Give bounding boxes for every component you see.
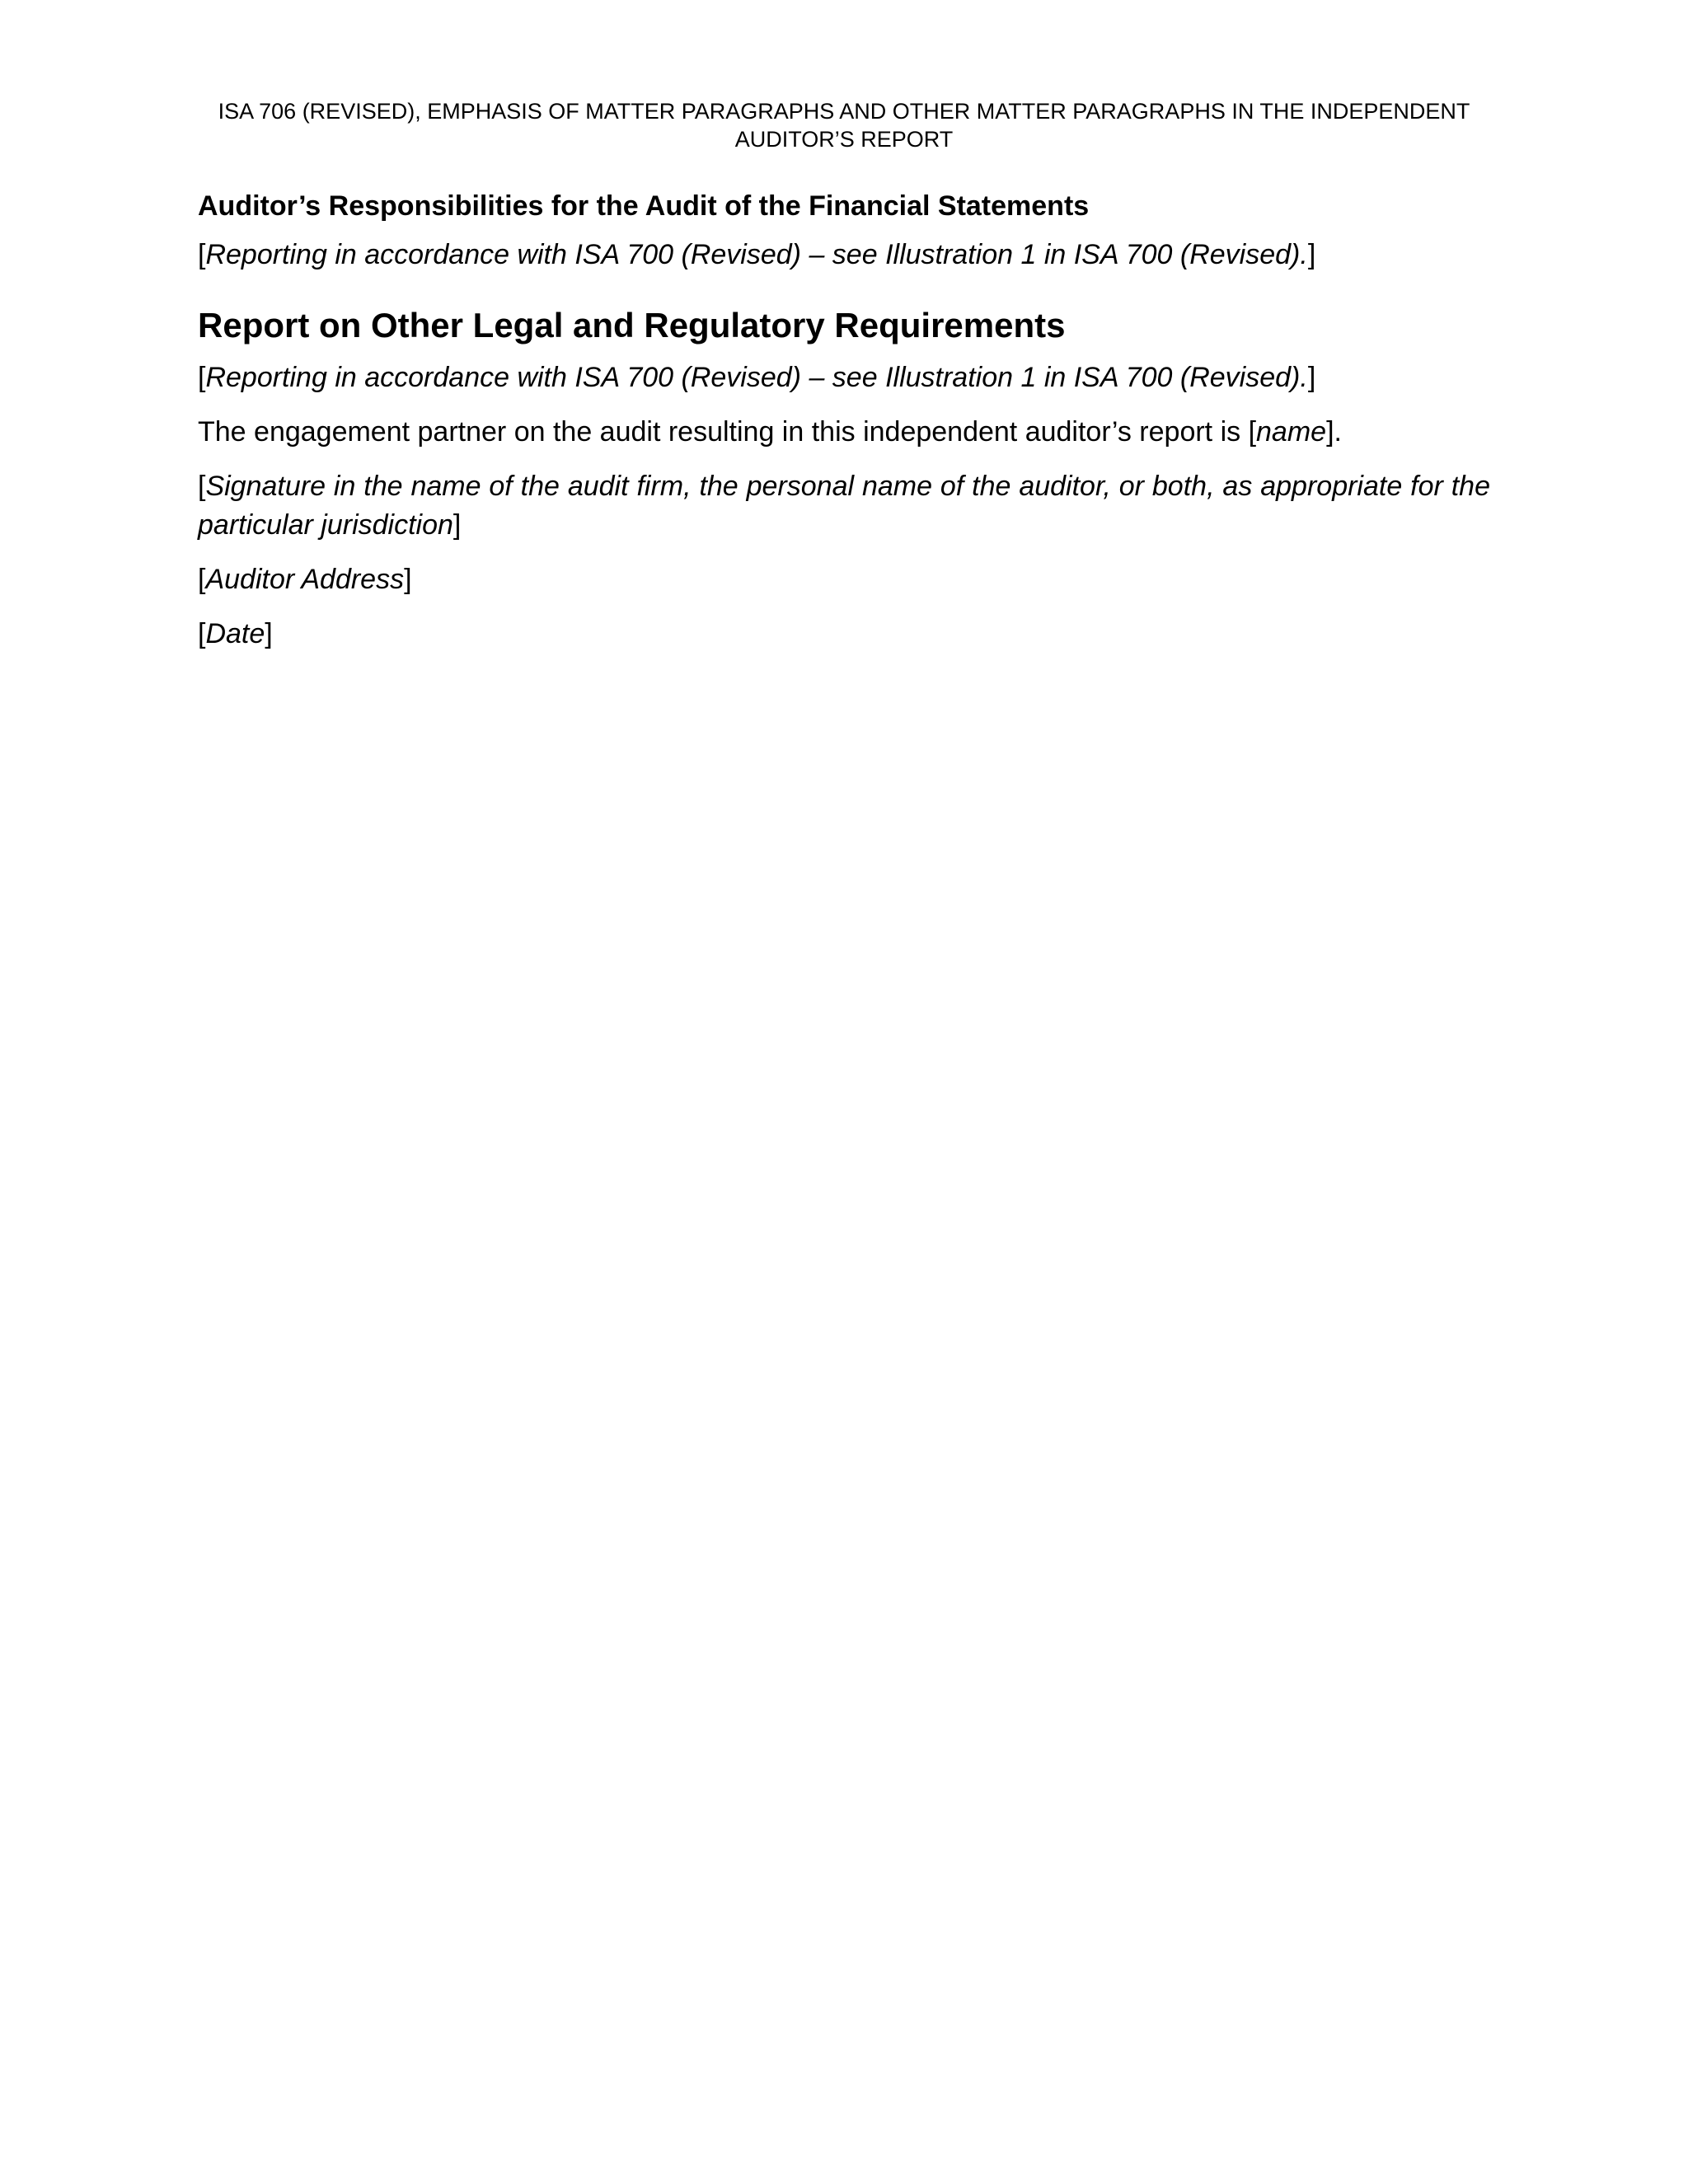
bracket-open: [ — [198, 362, 206, 393]
running-header — [198, 97, 1490, 153]
bracket-open: [ — [198, 471, 206, 502]
engagement-partner-name-placeholder: name — [1256, 416, 1327, 448]
engagement-partner-paragraph — [198, 413, 1490, 452]
signature-placeholder: Signature in the name of the audit firm, the personal name of the auditor, or both, as appropriate for the particular jurisdiction — [198, 471, 1490, 541]
document-body — [198, 188, 1490, 669]
auditor-responsibilities-paragraph — [198, 236, 1490, 274]
other-legal-requirements-heading: Report on Other Legal and Regulatory Requirements — [198, 306, 1066, 344]
bracket-open: [ — [198, 564, 206, 595]
date-paragraph — [198, 615, 1490, 654]
bracket-open: [ — [198, 618, 206, 649]
bracket-open: [ — [198, 239, 206, 270]
other-legal-requirements-paragraph — [198, 359, 1490, 397]
auditor-address-placeholder: Auditor Address — [205, 564, 405, 595]
running-header-line-2: AUDITOR’S REPORT — [734, 127, 954, 152]
auditor-responsibilities-heading: Auditor’s Responsibilities for the Audit of the Financial Statements — [198, 190, 1090, 222]
bracket-close: ] — [452, 509, 462, 541]
bracket-close: ] — [1307, 362, 1316, 393]
bracket-close: ] — [265, 618, 273, 649]
bracket-close: ] — [404, 564, 412, 595]
engagement-partner-text: The engagement partner on the audit resulting in this independent auditor’s report is [ — [198, 416, 1257, 448]
engagement-partner-close: ]. — [1326, 416, 1342, 448]
bracket-close: ] — [1307, 239, 1316, 270]
running-header-line-1: ISA 706 (REVISED), EMPHASIS OF MATTER PARAGRAPHS AND OTHER MATTER PARAGRAPHS IN THE INDEPENDENT — [218, 99, 1470, 124]
date-placeholder: Date — [205, 618, 265, 649]
signature-paragraph — [198, 467, 1490, 545]
reporting-instruction-text: Reporting in accordance with ISA 700 (Revised) – see Illustration 1 in ISA 700 (Revised). — [205, 239, 1308, 270]
auditor-address-paragraph — [198, 560, 1490, 599]
reporting-instruction-text: Reporting in accordance with ISA 700 (Revised) – see Illustration 1 in ISA 700 (Revised). — [205, 362, 1308, 393]
